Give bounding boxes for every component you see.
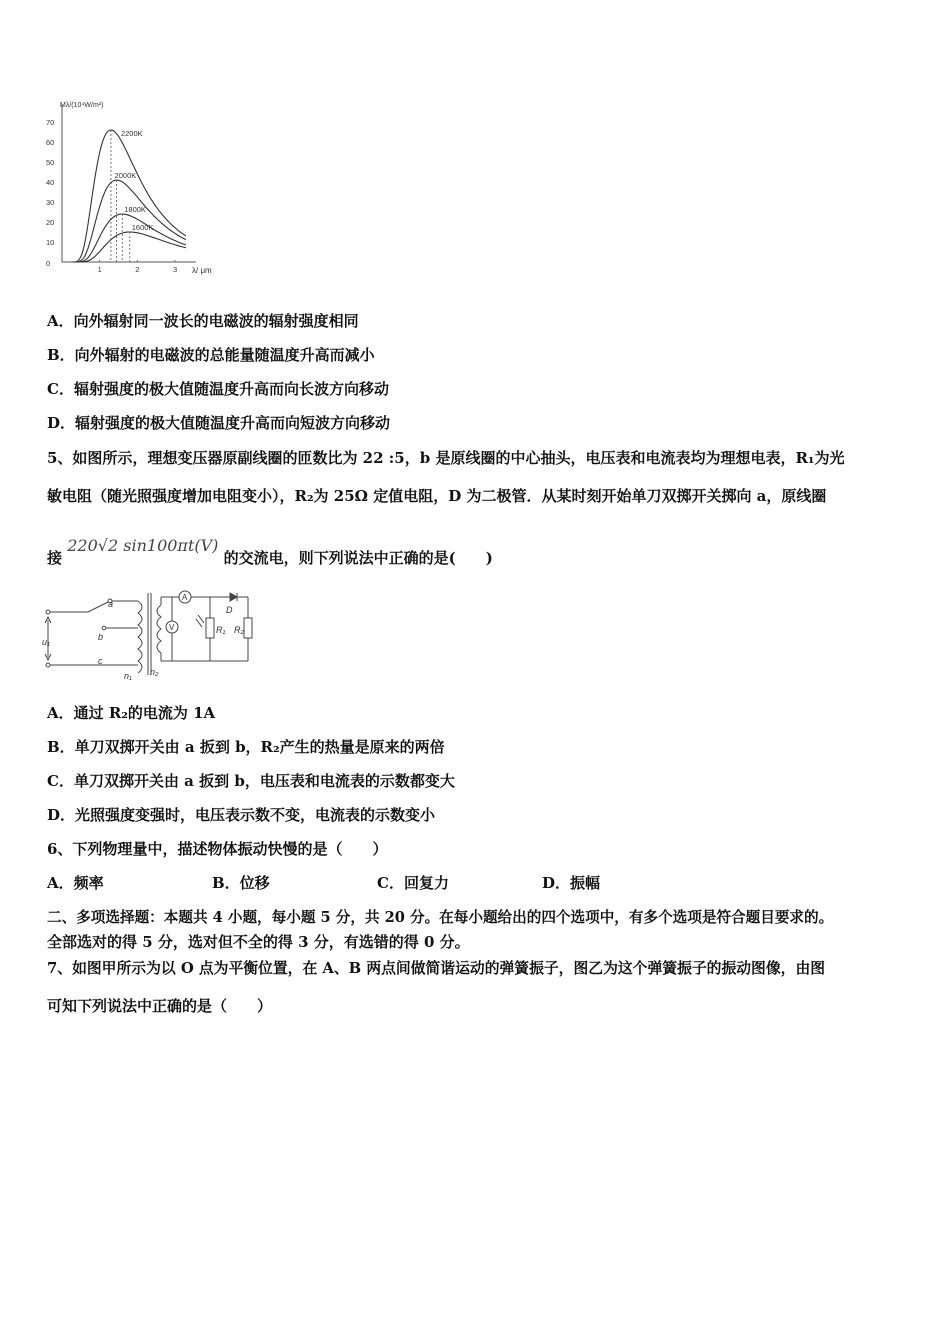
q5-option-b: B．单刀双掷开关由 a 扳到 b，R₂产生的热量是原来的两倍 — [47, 738, 445, 756]
q5-formula: 220√2 sin100πt(V) — [67, 536, 219, 555]
curve-label-1600K: 1600K — [131, 223, 154, 232]
x-tick-label: 2 — [135, 265, 140, 274]
section2-line2: 全部选对的得 5 分，选对但不全的得 3 分，有选错的得 0 分。 — [47, 933, 470, 951]
voltmeter-label: V — [169, 623, 175, 632]
y-axis-label: Mλ/(10⁴W/m²) — [60, 102, 104, 109]
y-tick-label: 30 — [46, 198, 55, 207]
q6-option-b: B．位移 — [212, 874, 270, 892]
q5-stem-line2: 敏电阻（随光照强度增加电阻变小），R₂为 25Ω 定值电阻，D 为二极管．从某时刻开始单刀双掷开关掷向 a，原线圈 — [47, 487, 827, 505]
q7-stem-line1: 7、如图甲所示为以 O 点为平衡位置，在 A、B 两点间做简谐运动的弹簧振子，图乙为这个弹簧振子的振动图像，由图 — [47, 960, 826, 977]
q5-option-c: C．单刀双掷开关由 a 扳到 b，电压表和电流表的示数都变大 — [47, 772, 455, 790]
circuit-label-a: a — [108, 599, 114, 609]
q5-line3-post: 的交流电，则下列说法中正确的是( ) — [223, 549, 493, 567]
y-tick-label: 0 — [46, 259, 51, 268]
circuit-label-b: b — [98, 632, 104, 642]
curve-2200K — [71, 130, 185, 262]
x-tick-label: 3 — [172, 265, 178, 274]
y-tick-label: 10 — [46, 238, 55, 247]
circuit-label-n2: n₂ — [150, 667, 159, 677]
q5-option-a: A．通过 R₂的电流为 1A — [47, 704, 216, 722]
r2-label: R₂ — [234, 625, 244, 635]
y-tick-label: 50 — [46, 158, 55, 167]
q4-option-a: A．向外辐射同一波长的电磁波的辐射强度相同 — [47, 312, 359, 330]
q6-option-a: A．频率 — [47, 874, 104, 892]
q6-option-c: C．回复力 — [377, 874, 449, 892]
q4-option-d: D．辐射强度的极大值随温度升高而向短波方向移动 — [47, 414, 391, 432]
q4-option-b: B．向外辐射的电磁波的总能量随温度升高而减小 — [47, 346, 375, 364]
section2-line1: 二、多项选择题：本题共 4 小题，每小题 5 分，共 20 分。在每小题给出的四个选项中，有多个选项是符合题目要求的。 — [47, 909, 834, 926]
x-tick-label: 1 — [97, 265, 102, 274]
q5-option-d: D．光照强度变强时，电压表示数不变，电流表的示数变小 — [47, 806, 436, 824]
q6-option-d: D．振幅 — [542, 874, 601, 892]
circuit-label-n1: n₁ — [124, 671, 132, 681]
radiation-chart — [40, 95, 230, 280]
transformer-circuit — [40, 585, 260, 685]
q5-stem-line1: 5、如图所示，理想变压器原副线圈的匝数比为 22 :5，b 是原线圈的中心抽头，电压表和电流表均为理想电表，R₁为光 — [47, 449, 845, 467]
diode-label: D — [226, 605, 233, 615]
q4-option-c: C．辐射强度的极大值随温度升高而向长波方向移动 — [47, 380, 389, 398]
q6-stem: 6、下列物理量中，描述物体振动快慢的是（ ） — [47, 840, 388, 858]
circuit-label-u1: u₁ — [42, 637, 50, 647]
y-tick-label: 40 — [46, 178, 55, 187]
q5-line3-pre: 接 — [47, 549, 63, 567]
y-tick-label: 60 — [46, 138, 55, 147]
y-tick-label: 70 — [46, 118, 55, 127]
x-axis-label: λ/ μm — [192, 266, 212, 275]
curve-label-2000K: 2000K — [114, 171, 137, 180]
r1-label: R₁ — [216, 625, 226, 635]
q5-stem-line3 — [47, 536, 493, 568]
q7-stem-line2: 可知下列说法中正确的是（ ） — [47, 997, 273, 1015]
circuit-label-c: c — [98, 656, 103, 666]
curve-label-1800K: 1800K — [124, 205, 146, 214]
y-tick-label: 20 — [46, 218, 55, 227]
ammeter-label: A — [182, 593, 188, 602]
curve-label-2200K: 2200K — [120, 129, 143, 138]
